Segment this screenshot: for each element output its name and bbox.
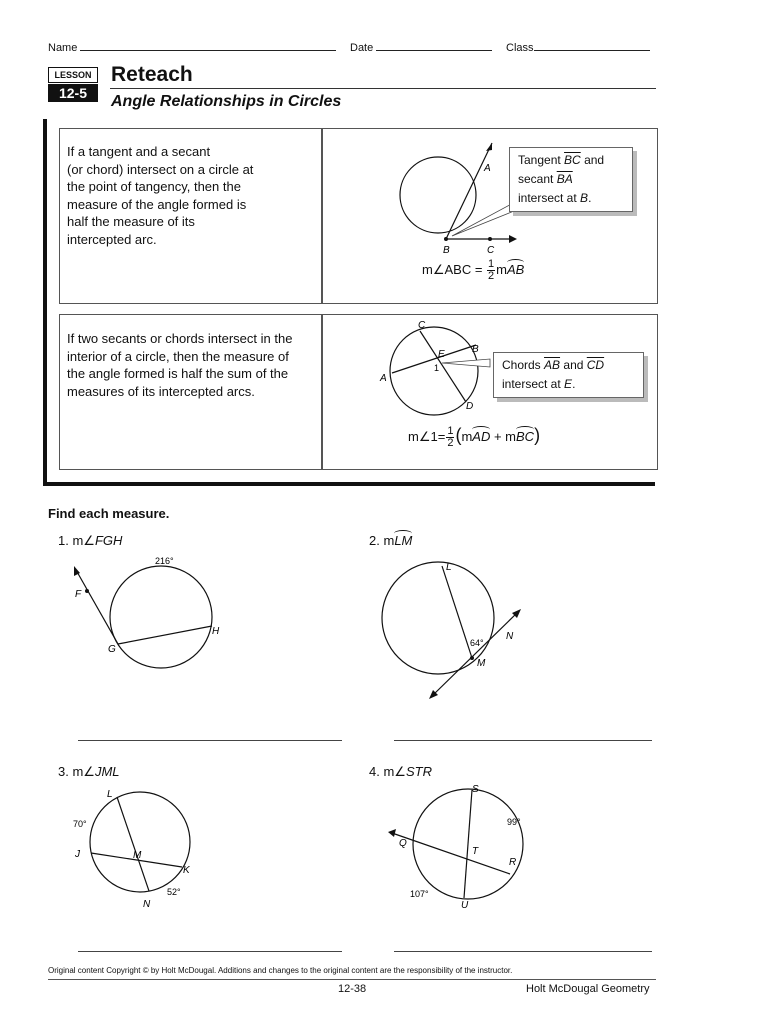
callout-text: . — [588, 191, 592, 205]
label-l: L — [446, 562, 452, 573]
segment-ab: $\overline{AB}$ — [544, 358, 561, 372]
answer-line-2[interactable] — [394, 740, 652, 741]
label-j: J — [75, 849, 80, 860]
rule2-line: If two secants or chords intersect in the — [67, 331, 293, 346]
rule1-line: intercepted arc. — [67, 231, 157, 247]
problem-measure: m∠ — [72, 533, 95, 548]
point-label: E — [564, 377, 573, 391]
class-label: Class — [506, 42, 534, 54]
callout-text: secant — [518, 172, 554, 186]
page-title: Reteach — [111, 63, 193, 86]
problem-expression: FGH — [94, 533, 123, 548]
rule2-callout — [493, 352, 644, 398]
rule2-diagram-panel — [321, 314, 658, 470]
rule1-diagram-panel — [321, 128, 658, 304]
segment-ba: $\overline{BA}$ — [556, 172, 573, 186]
tangent-line — [432, 612, 518, 696]
label-u: U — [461, 900, 469, 911]
rule2-line: the angle formed is half the sum of the — [67, 366, 289, 381]
book-title: Holt McDougal Geometry — [526, 983, 650, 995]
point-label: B — [580, 191, 589, 205]
point-f — [85, 589, 89, 593]
answer-line-4[interactable] — [394, 951, 652, 952]
label-l: L — [107, 789, 113, 800]
rule1-line: If a tangent and a secant — [67, 144, 211, 159]
formula-lhs: m∠1= — [408, 429, 446, 444]
label-s: S — [472, 784, 479, 795]
footer-divider — [48, 979, 656, 980]
name-label: Name — [48, 42, 78, 54]
rule2-line: interior of a circle, then the measure of — [67, 348, 289, 364]
problem-1-diagram — [60, 552, 240, 682]
callout-pointer — [442, 359, 490, 367]
date-line[interactable] — [376, 50, 492, 51]
problem-3-diagram — [65, 785, 210, 915]
rule2-line: measures of its intercepted arcs. — [67, 383, 255, 399]
problem-number: 4. — [369, 764, 380, 779]
callout-text: intersect at — [502, 377, 561, 391]
rule2-text-panel — [59, 314, 323, 470]
rule1-line: (or chord) intersect on a circle at — [67, 161, 254, 177]
name-field — [48, 42, 336, 54]
problem-4-diagram — [380, 780, 540, 915]
problem-expression: LM — [394, 533, 413, 548]
date-label: Date — [350, 42, 374, 54]
problem-expression: STR — [405, 764, 432, 779]
left-accent-bar — [43, 119, 47, 485]
label-n: N — [143, 899, 151, 910]
label-b: B — [472, 344, 479, 355]
label-c: C — [418, 320, 426, 331]
label-t: T — [472, 846, 479, 857]
arrowhead — [509, 235, 517, 243]
formula-m: m — [496, 261, 507, 277]
problem-2-diagram — [380, 552, 550, 707]
label-m: M — [133, 850, 142, 861]
formula-plus: + m — [490, 429, 516, 444]
diagram-circle — [400, 157, 476, 233]
arrowhead — [486, 143, 492, 151]
instructions: Find each measure. — [48, 506, 170, 521]
rule1-text — [67, 143, 253, 248]
secant-line — [446, 143, 492, 239]
ray-gf — [76, 570, 118, 644]
secant-line — [392, 833, 510, 874]
label-a: A — [484, 163, 491, 174]
label-q: Q — [399, 838, 407, 849]
label-r: R — [509, 857, 517, 868]
title-divider — [110, 88, 656, 89]
frac-num: 1 — [447, 425, 454, 438]
rule2-formula: m∠1= $\frac{1}{2}$ (mAD + mBC) — [408, 425, 541, 450]
frac-num: 1 — [488, 258, 495, 270]
callout-text: and — [563, 358, 584, 372]
arc-label: 107° — [410, 889, 429, 899]
class-line[interactable] — [534, 50, 650, 51]
chord-gh — [118, 626, 212, 644]
problem-4-prompt — [369, 764, 432, 780]
label-k: K — [183, 865, 190, 876]
problem-1-prompt — [58, 533, 122, 549]
callout-text: and — [584, 153, 605, 167]
rule1-text-panel — [59, 128, 323, 304]
problem-2-prompt — [369, 533, 412, 548]
rule1-line: the point of tangency, then the — [67, 179, 241, 194]
callout-text: intersect at — [518, 191, 577, 205]
rule1-formula — [422, 259, 524, 282]
arc-label: 52° — [167, 887, 181, 897]
label-g: G — [108, 644, 116, 655]
rule2-text — [67, 330, 292, 400]
page-number: 12-38 — [338, 983, 367, 995]
callout-text: . — [572, 377, 576, 391]
bottom-accent-bar — [43, 482, 655, 486]
half-fraction — [487, 259, 495, 282]
chord-ln — [117, 797, 149, 891]
label-e: E — [438, 349, 445, 360]
frac-den: 2 — [488, 270, 495, 282]
chord-cd — [420, 331, 466, 402]
point-c — [488, 237, 492, 241]
class-field — [506, 42, 650, 54]
problem-measure: m∠ — [383, 764, 406, 779]
segment-cd: $\overline{CD}$ — [586, 358, 605, 372]
point-m — [470, 656, 474, 660]
arc-label: 99° — [507, 817, 521, 827]
answer-line-1[interactable] — [78, 740, 342, 741]
diagram-circle — [110, 566, 212, 668]
label-b: B — [443, 245, 450, 256]
formula-lhs: m∠ABC = — [422, 261, 487, 277]
label-h: H — [212, 626, 220, 637]
segment-bc: $\overline{BC}$ — [564, 153, 581, 167]
diagram-circle — [90, 792, 190, 892]
problem-number: 1. — [58, 533, 69, 548]
callout-text: Tangent — [518, 153, 561, 167]
problem-number: 2. — [369, 533, 380, 548]
rule1-line: half the measure of its — [67, 214, 195, 229]
label-a: A — [380, 373, 387, 384]
label-c: C — [487, 245, 495, 256]
arc-ab: AB — [507, 261, 525, 277]
problem-number: 3. — [58, 764, 69, 779]
label-m: M — [477, 658, 486, 669]
problem-measure: m∠ — [72, 764, 95, 779]
answer-line-3[interactable] — [78, 951, 342, 952]
chord-su — [464, 790, 472, 898]
copyright-note: Original content Copyright © by Holt McDougal. Additions and changes to the original content are the responsibility of the instructor. — [48, 966, 513, 975]
name-line[interactable] — [80, 50, 336, 51]
callout-text: Chords — [502, 358, 541, 372]
arc-label: 216° — [155, 556, 174, 566]
arc-ad: AD — [472, 429, 491, 444]
label-f: F — [75, 589, 82, 600]
lesson-label: LESSON — [48, 67, 98, 83]
frac-den: 2 — [447, 437, 454, 450]
label-angle-1: 1 — [434, 363, 440, 373]
label-d: D — [466, 401, 474, 412]
point-b — [444, 237, 448, 241]
page-subtitle: Angle Relationships in Circles — [111, 93, 342, 110]
lesson-number: 12-5 — [48, 84, 98, 102]
half-fraction — [446, 426, 454, 449]
rule1-line: measure of the angle formed is — [67, 196, 247, 212]
arc-bc: BC — [516, 429, 535, 444]
arc-label: 70° — [73, 819, 87, 829]
date-field — [350, 42, 492, 54]
chord-lm — [442, 566, 472, 658]
lesson-badge — [48, 67, 98, 102]
label-n: N — [506, 631, 514, 642]
arrowhead — [388, 829, 396, 837]
rule1-callout — [509, 147, 633, 212]
problem-3-prompt — [58, 764, 120, 780]
problem-measure: m — [383, 533, 395, 548]
angle-label: 64° — [470, 638, 484, 648]
problem-expression: JML — [94, 764, 120, 779]
formula-m: m — [461, 429, 473, 444]
